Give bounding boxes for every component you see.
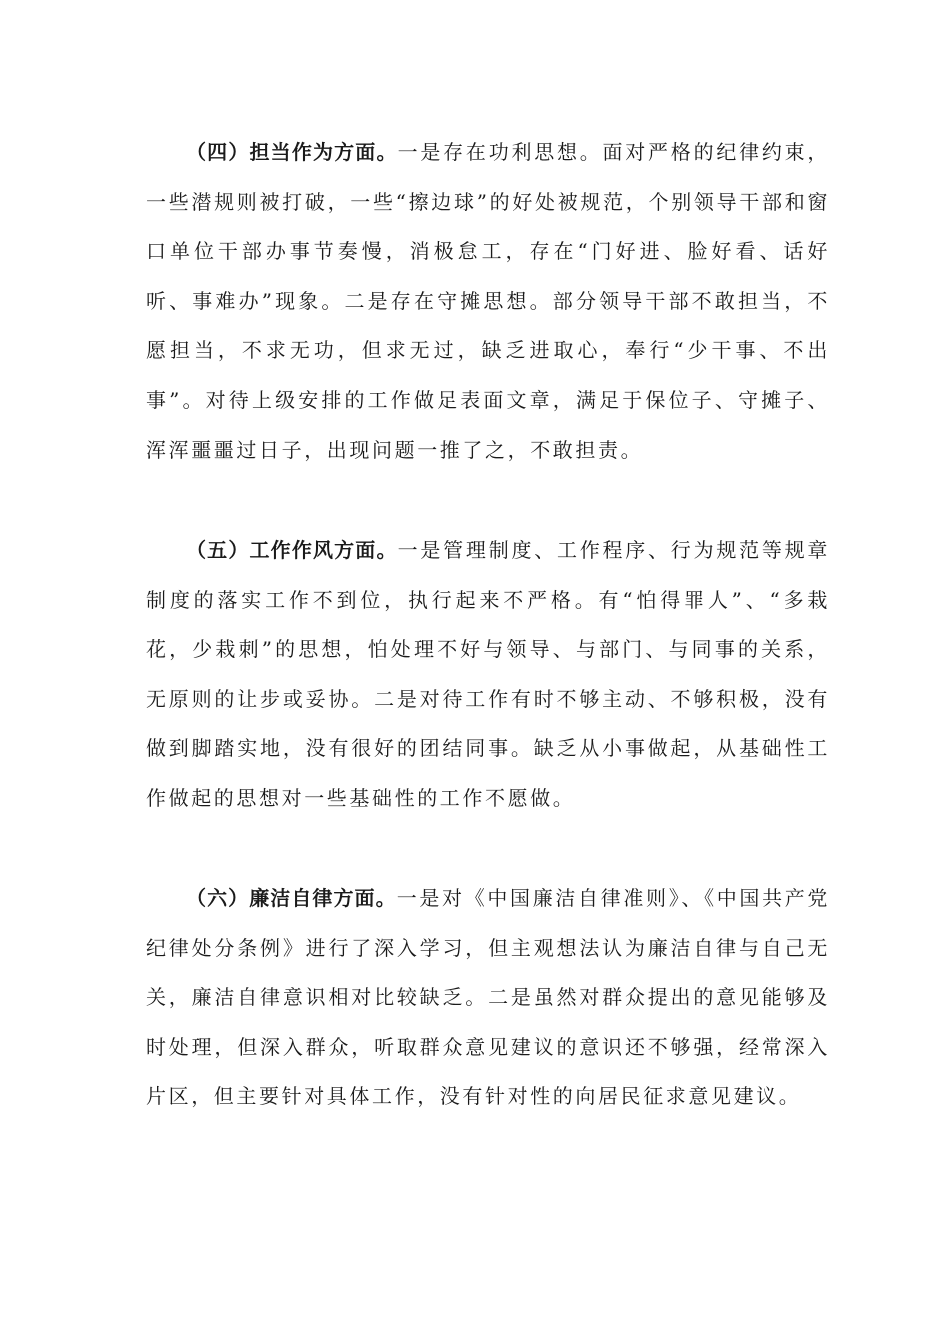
section-work-style-body: 一是管理制度、工作程序、行为规范等规章制度的落实工作不到位，执行起来不严格。有“怕得罪人”、“多栽花，少栽刺”的思想，怕处理不好与领导、与部门、与同事的关系，无原则的让步或妥协。二是对待工作有时不够主动、不够积极，没有做到脚踏实地，没有很好的团结同事。缺乏从小事做起，从基础性工作做起的思想对一些基础性的工作不愿做。: [146, 538, 830, 810]
section-commitment-paragraph: [146, 128, 830, 475]
section-integrity-heading: （六）廉洁自律方面。: [186, 886, 397, 910]
section-work-style-heading: （五）工作作风方面。: [186, 538, 398, 562]
section-work-style-paragraph: [146, 526, 830, 824]
section-integrity-paragraph: [146, 874, 830, 1122]
section-commitment-heading: （四）担当作为方面。: [186, 140, 398, 164]
section-commitment-body: 一是存在功利思想。面对严格的纪律约束，一些潜规则被打破，一些“擦边球”的好处被规范，个别领导干部和窗口单位干部办事节奏慢，消极怠工，存在“门好进、脸好看、话好听、事难办”现象。二是存在守摊思想。部分领导干部不敢担当，不愿担当，不求无功，但求无过，缺乏进取心，奉行“少干事、不出事”。对待上级安排的工作做足表面文章，满足于保位子、守摊子、浑浑噩噩过日子，出现问题一推了之，不敢担责。: [146, 140, 830, 462]
section-integrity-body: 一是对《中国廉洁自律准则》、《中国共产党纪律处分条例》进行了深入学习，但主观想法认为廉洁自律与自己无关，廉洁自律意识相对比较缺乏。二是虽然对群众提出的意见能够及时处理，但深入群众，听取群众意见建议的意识还不够强，经常深入片区，但主要针对具体工作，没有针对性的向居民征求意见建议。: [146, 886, 831, 1109]
